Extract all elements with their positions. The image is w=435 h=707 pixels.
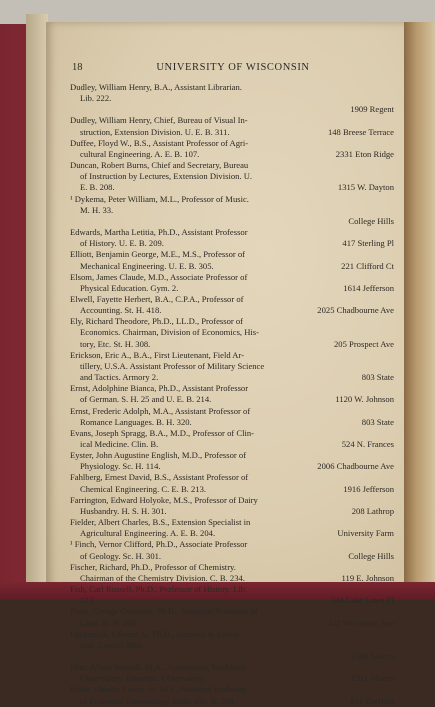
entry-name-line: Ernst, Adolphine Bianca, Ph.D., Assistant Professor — [70, 383, 249, 394]
page-header — [72, 62, 394, 76]
entry-name-line: Duncan, Robert Burns, Chief and Secretary, Bureau — [70, 160, 249, 171]
directory-entry — [70, 294, 396, 316]
entry-address: 524 N. Frances — [341, 439, 394, 449]
directory-entry — [70, 428, 396, 450]
entry-continuation-line: Observatory. Emeritus. Observatory. — [80, 673, 206, 684]
directory-entry — [70, 495, 396, 517]
entry-name-line: Fiske, George Converse, Ph.D., Associate Professor of — [70, 606, 258, 617]
entry-address: 221 Clifford Ct — [341, 260, 394, 271]
directory-entry — [70, 383, 396, 405]
entry-name-line: Duffee, Floyd W., B.S., Assistant Professor of Agri- — [70, 137, 249, 148]
directory-entry — [70, 450, 396, 472]
entry-name-line: Dudley, William Henry, B.A., Assistant Librarian. — [70, 82, 242, 92]
entry-continuation-line: tory, Etc. St. H. 308. — [80, 338, 151, 349]
entry-continuation-line: of German. S. H. 25 and U. E. B. 214. — [80, 394, 212, 405]
directory-entry — [70, 249, 396, 271]
entry-continuation-line: Husbandry. H. S. H. 301. — [80, 505, 167, 516]
entry-address: 2025 Chadbourne Ave — [317, 305, 394, 316]
entry-address: 811 Garfield — [350, 695, 394, 706]
entry-continuation-line: Chemical Engineering. C. E. B. 213. — [80, 483, 207, 494]
directory-entry — [70, 606, 396, 628]
entry-address: 119 E. Johnson — [341, 572, 394, 583]
directory-entry — [70, 406, 396, 428]
entry-address: 208 Lathrop — [351, 505, 394, 516]
directory-entry — [70, 539, 396, 561]
entry-continuation-line: and Tactics. Armory 2. — [80, 372, 159, 383]
entry-continuation-line: Agricultural Engineering. A. E. B. 204. — [80, 528, 216, 539]
directory-entry — [70, 138, 396, 160]
entry-address: 803 State — [361, 416, 394, 427]
page-number: 18 — [72, 62, 83, 73]
entry-continuation-line: Accounting. St. H. 418. — [80, 305, 162, 316]
entry-address: College Hills — [348, 215, 394, 226]
directory-entry — [70, 684, 396, 706]
entry-continuation-line: of Geology. Sc. H. 301. — [80, 550, 162, 561]
running-title: UNIVERSITY OF WISCONSIN — [156, 62, 310, 73]
entry-continuation-line: Lib. 222. — [80, 93, 112, 104]
entry-continuation-line: Latin. B. H. 265. — [80, 617, 139, 628]
directory-entry — [70, 227, 396, 249]
entry-name-line: ¹ Finch, Vernor Clifford, Ph.D., Associate Professor — [70, 539, 248, 550]
entry-address: 148 Breese Terrace — [327, 126, 394, 137]
entry-name-line: Farrington, Edward Holyoke, M.S., Professor of Dairy — [70, 494, 258, 505]
entry-address: 2331 Eton Ridge — [335, 148, 394, 159]
entry-name-line: Elsom, James Claude, M.D., Associate Professor of — [70, 271, 248, 282]
entry-address: 1120 W. Johnson — [335, 394, 394, 405]
directory-entry — [70, 629, 396, 662]
entry-name-line: Edwards, Martha Letitia, Ph.D., Assistant Professor — [70, 227, 248, 238]
directory-entry — [70, 316, 396, 349]
directory-entry — [70, 350, 396, 383]
entry-address: 1315 W. Dayton — [337, 182, 394, 193]
entry-continuation-line: cultural Engineering. A. E. B. 107. — [80, 148, 200, 159]
directory-entries — [70, 82, 396, 707]
entry-address: 803 State — [361, 372, 394, 383]
entry-name-line: Flint, Albert Stowell, M.A., Astronomer, Washburn — [70, 662, 247, 673]
entry-continuation-line: M. H. 33. — [80, 204, 114, 215]
entry-name-line: Evans, Joseph Spragg, B.A., M.D., Professor of Clin- — [70, 427, 255, 438]
entry-name-line: Dudley, William Henry, Chief, Bureau of Visual In- — [70, 115, 248, 126]
entry-continuation-line: Physiology. Sc. H. 114. — [80, 461, 161, 472]
directory-entry — [70, 82, 396, 115]
entry-address: 2006 Chadbourne Ave — [317, 461, 394, 472]
entry-continuation-line: tion. Capitol 406S. — [80, 639, 145, 650]
entry-continuation-line: Romance Languages. B. H. 320. — [80, 416, 192, 427]
page-edge — [404, 22, 435, 592]
directory-entry — [70, 115, 396, 137]
entry-continuation-line: of Instruction by Lectures, Extension Division. U. — [80, 171, 253, 182]
entry-name-line: Fielder, Albert Charles, B.S., Extension Specialist in — [70, 517, 251, 528]
entry-continuation-line: 123. — [80, 595, 96, 606]
entry-address: University Farm — [337, 528, 394, 539]
directory-entry — [70, 272, 396, 294]
entry-continuation-line: Chairman of the Chemistry Division. C. B. 234. — [80, 572, 245, 583]
page-gutter — [26, 14, 48, 592]
entry-name-line: Fischer, Richard, Ph.D., Professor of Chemistry. — [70, 561, 236, 572]
entry-name-line: Elliott, Benjamin George, M.E., M.S., Professor of — [70, 249, 246, 260]
entry-address: 205 Prospect Ave — [334, 338, 394, 349]
entry-name-line: Elwell, Fayette Herbert, B.A., C.P.A., Professor of — [70, 293, 244, 304]
background-surface — [0, 0, 435, 24]
entry-name-line: Fluke, Charles Lewis, Jr., M.S., Assistant Professor — [70, 684, 247, 695]
entry-continuation-line: tillery, U.S.A. Assistant Professor of Military Science — [80, 360, 265, 371]
entry-address: 244 Lake Lawn Pl — [330, 595, 394, 606]
entry-continuation-line: ical Medicine. Clin. B. — [80, 439, 159, 449]
directory-entry — [70, 472, 396, 494]
entry-continuation-line: of History. U. E. B. 209. — [80, 238, 164, 249]
entry-name-line: Erickson, Eric A., B.A., First Lieutenant, Field Ar- — [70, 349, 245, 360]
entry-name-line: Fahlberg, Ernest David, B.S., Assistant Professor of — [70, 472, 249, 483]
entry-continuation-line: Mechanical Engineering. U. E. B. 305. — [80, 260, 214, 271]
entry-address: 417 Sterling Pl — [342, 238, 394, 249]
entry-name-line: Fish, Carl Russell, Ph.D., Professor of History. Lib. — [70, 584, 248, 595]
directory-entry — [70, 160, 396, 193]
entry-continuation-line: of Economic Entomology. Econ. Ent. B. 204. — [80, 695, 236, 706]
entry-continuation-line: E. B. 208. — [80, 182, 115, 193]
entry-continuation-line: struction, Extension Division. U. E. B. 311. — [80, 126, 230, 137]
entry-name-line: ¹ Dykema, Peter William, M.L., Professor of Music. — [70, 193, 249, 204]
entry-name-line: Fitzpatrick, Edward A., Ph.D., Lecturer in Educa- — [70, 628, 241, 639]
entry-name-line: Ernst, Frederic Adolph, M.A., Assistant Professor of — [70, 405, 251, 416]
directory-entry — [70, 662, 396, 684]
entry-address: 1309 Morris — [351, 650, 394, 661]
entry-name-line: Ely, Richard Theodore, Ph.D., LL.D., Professor of — [70, 316, 244, 327]
directory-entry — [70, 562, 396, 584]
directory-entry — [70, 194, 396, 227]
entry-address: 1614 Jefferson — [343, 282, 394, 293]
entry-address: College Hills — [348, 550, 394, 561]
directory-entry — [70, 517, 396, 539]
entry-continuation-line: Economics. Chairman, Division of Economics, His- — [80, 327, 260, 338]
entry-address: 422 Wisconsin Ave — [327, 617, 394, 628]
entry-address: 1909 Regent — [350, 104, 394, 115]
entry-continuation-line: Physical Education. Gym. 2. — [80, 282, 179, 293]
entry-address: 1311 Morris — [351, 673, 394, 684]
entry-name-line: Eyster, John Augustine English, M.D., Professor of — [70, 450, 247, 461]
directory-entry — [70, 584, 396, 606]
entry-address: 1916 Jefferson — [343, 483, 394, 494]
